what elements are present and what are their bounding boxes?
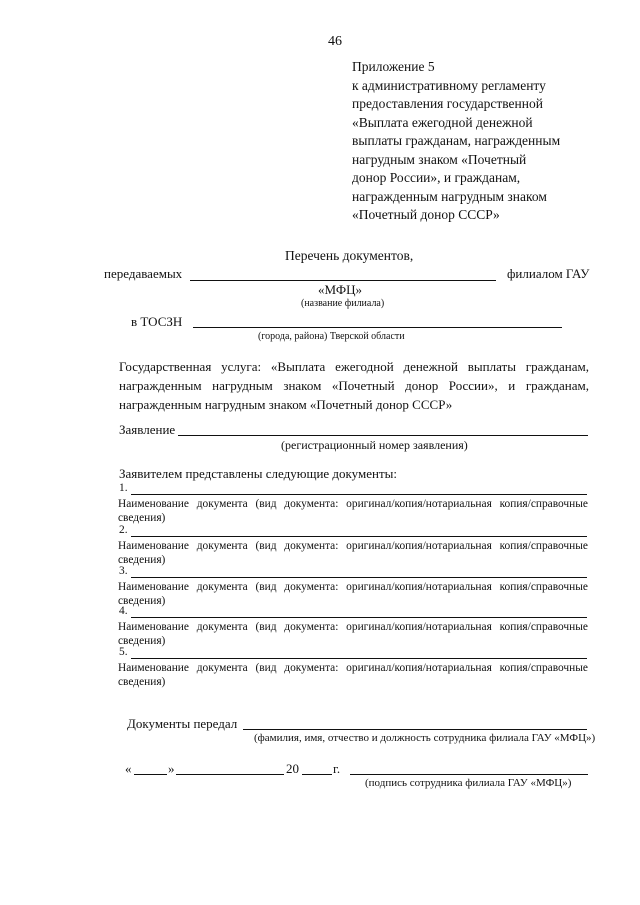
word: гражданам, bbox=[525, 359, 589, 374]
word: документа bbox=[196, 498, 248, 510]
appendix-line: донор России», и гражданам, bbox=[352, 170, 521, 185]
word: России», bbox=[448, 378, 498, 393]
document-caption bbox=[118, 661, 588, 689]
document-number: 1. bbox=[119, 482, 128, 494]
word: донор bbox=[405, 378, 439, 393]
word: знаком bbox=[283, 378, 322, 393]
appendix-line: Приложение 5 bbox=[352, 59, 435, 74]
year-suffix: г. bbox=[333, 761, 341, 776]
branch-label: филиалом ГАУ bbox=[507, 266, 590, 281]
service-paragraph bbox=[119, 357, 589, 414]
word: и bbox=[508, 378, 516, 393]
word: копия/справочные bbox=[499, 540, 588, 552]
word: оригинал/копия/нотариальная bbox=[346, 498, 492, 510]
service-line-2 bbox=[119, 376, 589, 395]
word: Наименование bbox=[118, 498, 189, 510]
word: оригинал/копия/нотариальная bbox=[346, 581, 492, 593]
word: документа bbox=[196, 581, 248, 593]
word: документа bbox=[196, 662, 248, 674]
document-caption bbox=[118, 580, 588, 608]
word: оригинал/копия/нотариальная bbox=[346, 540, 492, 552]
application-caption: (регистрационный номер заявления) bbox=[281, 438, 468, 452]
word: гражданам, bbox=[525, 378, 589, 393]
word: Государственная bbox=[119, 359, 212, 374]
word: «Почетный bbox=[331, 378, 395, 393]
documents-intro: Заявителем представлены следующие документы: bbox=[119, 466, 397, 481]
document-field-4[interactable] bbox=[131, 617, 587, 618]
word: документа: bbox=[284, 498, 339, 510]
word: нагрудным bbox=[212, 378, 273, 393]
word: копия/справочные bbox=[499, 498, 588, 510]
word: Наименование bbox=[118, 581, 189, 593]
document-caption bbox=[118, 497, 588, 525]
date-open-quote: « bbox=[125, 761, 132, 776]
document-number: 3. bbox=[119, 565, 128, 577]
word: оригинал/копия/нотариальная bbox=[346, 662, 492, 674]
transmitted-label: передаваемых bbox=[104, 266, 183, 281]
word: «Выплата bbox=[270, 359, 326, 374]
year-field[interactable] bbox=[302, 774, 332, 775]
document-number: 5. bbox=[119, 646, 128, 658]
word: (вид bbox=[255, 581, 277, 593]
service-line-3: награжденным нагрудным знаком «Почетный донор СССР» bbox=[119, 397, 453, 412]
city-caption: (города, района) Тверской области bbox=[258, 331, 405, 342]
document-field-1[interactable] bbox=[131, 494, 587, 495]
word: копия/справочные bbox=[499, 581, 588, 593]
signature-caption: (подпись сотрудника филиала ГАУ «МФЦ») bbox=[365, 777, 572, 789]
signature-field[interactable] bbox=[350, 774, 588, 775]
branch-caption: (название филиала) bbox=[301, 298, 385, 309]
document-field-5[interactable] bbox=[131, 658, 587, 659]
word: документа bbox=[196, 540, 248, 552]
word: (вид bbox=[255, 540, 277, 552]
caption-tail: сведения) bbox=[118, 676, 166, 688]
document-caption bbox=[118, 539, 588, 567]
word: оригинал/копия/нотариальная bbox=[346, 621, 492, 633]
employee-field[interactable] bbox=[243, 729, 587, 730]
word: награжденным bbox=[119, 378, 202, 393]
word: выплаты bbox=[467, 359, 516, 374]
transferred-label: Документы передал bbox=[127, 716, 238, 731]
day-field[interactable] bbox=[134, 774, 167, 775]
word: копия/справочные bbox=[499, 662, 588, 674]
word: документа: bbox=[284, 621, 339, 633]
mfc-label: «МФЦ» bbox=[318, 282, 363, 297]
service-line-1 bbox=[119, 357, 589, 376]
application-number-field[interactable] bbox=[178, 435, 588, 436]
caption-tail: сведения) bbox=[118, 512, 166, 524]
application-label: Заявление bbox=[119, 422, 176, 437]
word: денежной bbox=[403, 359, 458, 374]
word: документа bbox=[196, 621, 248, 633]
appendix-line: выплаты гражданам, награжденным bbox=[352, 133, 561, 148]
caption-tail: сведения) bbox=[118, 595, 166, 607]
appendix-line: награжденным нагрудным знаком bbox=[352, 188, 547, 204]
word: Наименование bbox=[118, 540, 189, 552]
appendix-line: предоставления государственной bbox=[352, 96, 543, 111]
word: ежегодной bbox=[335, 359, 394, 374]
word: Наименование bbox=[118, 662, 189, 674]
appendix-block bbox=[352, 58, 632, 225]
employee-caption: (фамилия, имя, отчество и должность сотрудника филиала ГАУ «МФЦ») bbox=[254, 732, 596, 744]
document-title: Перечень документов, bbox=[285, 248, 414, 263]
word: Наименование bbox=[118, 621, 189, 633]
word: документа: bbox=[284, 581, 339, 593]
branch-name-field[interactable] bbox=[190, 280, 496, 281]
year-prefix: 20 bbox=[286, 761, 299, 776]
appendix-line: нагрудным знаком «Почетный bbox=[352, 151, 527, 167]
document-caption bbox=[118, 620, 588, 648]
word: (вид bbox=[255, 662, 277, 674]
caption-tail: сведения) bbox=[118, 554, 166, 566]
city-field[interactable] bbox=[193, 327, 562, 328]
appendix-line: «Выплата ежегодной денежной bbox=[352, 114, 533, 130]
document-number: 4. bbox=[119, 605, 128, 617]
month-field[interactable] bbox=[176, 774, 284, 775]
word: (вид bbox=[255, 498, 277, 510]
word: копия/справочные bbox=[499, 621, 588, 633]
appendix-line: к административному регламенту bbox=[352, 77, 546, 93]
document-field-3[interactable] bbox=[131, 577, 587, 578]
word: (вид bbox=[255, 621, 277, 633]
word: документа: bbox=[284, 540, 339, 552]
date-close-quote: » bbox=[168, 761, 175, 776]
tosn-label: в ТОСЗН bbox=[131, 314, 183, 329]
appendix-line: «Почетный донор СССР» bbox=[352, 207, 500, 222]
word: услуга: bbox=[221, 359, 262, 374]
caption-tail: сведения) bbox=[118, 635, 166, 647]
page-number: 46 bbox=[328, 34, 342, 49]
document-number: 2. bbox=[119, 524, 128, 536]
word: документа: bbox=[284, 662, 339, 674]
document-field-2[interactable] bbox=[131, 536, 587, 537]
